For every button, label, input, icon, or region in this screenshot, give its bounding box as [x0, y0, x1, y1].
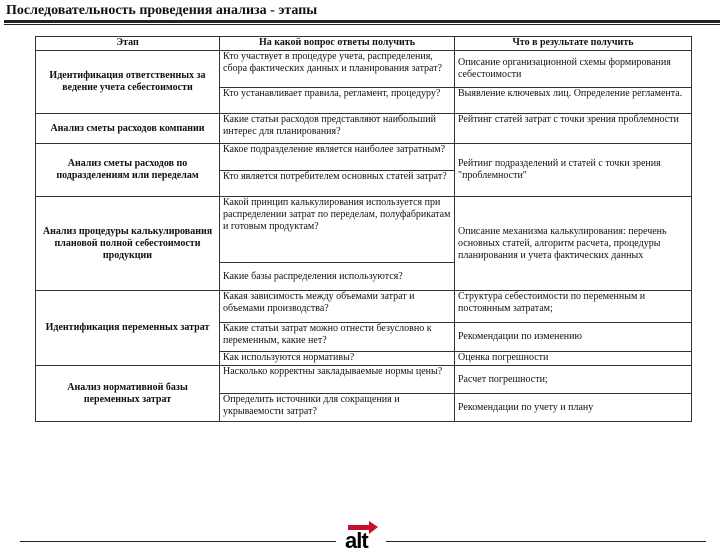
- header-question: На какой вопрос ответы получить: [220, 37, 455, 51]
- question-cell: Какое подразделение является наиболее затратным?: [220, 144, 455, 171]
- stage-cell: Анализ сметы расходов компании: [36, 114, 220, 144]
- footer-rule-left: [20, 541, 336, 542]
- table-row: [36, 366, 692, 394]
- question-cell: Кто участвует в процедуре учета, распределения, сбора фактических данных и планирования затрат?: [220, 51, 455, 88]
- stage-cell: Идентификация переменных затрат: [36, 291, 220, 366]
- table-row: [36, 114, 692, 144]
- table-row: [36, 51, 692, 88]
- result-cell: Выявление ключевых лиц. Определение регламента.: [455, 88, 692, 114]
- question-cell: Какой принцип калькулирования используется при распределении затрат по переделам, полуфабрикатам и готовым продуктам?: [220, 197, 455, 263]
- footer-rule-right: [386, 541, 706, 542]
- header-stage: Этап: [36, 37, 220, 51]
- table-row: [36, 144, 692, 171]
- title-underline: [4, 20, 720, 23]
- question-cell: Определить источники для сокращения и укрываемости затрат?: [220, 394, 455, 422]
- title-underline-thin: [4, 24, 720, 25]
- result-cell: Оценка погрешности: [455, 352, 692, 366]
- table-header-row: [36, 37, 692, 51]
- question-cell: Насколько корректны закладываемые нормы цены?: [220, 366, 455, 394]
- question-cell: Как используются нормативы?: [220, 352, 455, 366]
- question-cell: Какая зависимость между объемами затрат и объемами производства?: [220, 291, 455, 323]
- result-cell: Описание организационной схемы формирования себестоимости: [455, 51, 692, 88]
- result-cell: Рекомендации по изменению: [455, 323, 692, 352]
- page-title: Последовательность проведения анализа - этапы: [6, 3, 318, 18]
- result-cell: Описание механизма калькулирования: перечень основных статей, алгоритм расчета, процедуры планирования и учета фактических данных: [455, 197, 692, 291]
- stage-cell: Анализ нормативной базы переменных затрат: [36, 366, 220, 422]
- table-row: [36, 197, 692, 263]
- alt-logo: [344, 523, 378, 553]
- result-cell: Рейтинг статей затрат с точки зрения проблемности: [455, 114, 692, 144]
- table-row: [36, 291, 692, 323]
- result-cell: Рейтинг подразделений и статей с точки зрения "проблемности": [455, 144, 692, 197]
- logo-text: alt: [345, 528, 368, 553]
- stage-cell: Идентификация ответственных за ведение учета себестоимости: [36, 51, 220, 114]
- question-cell: Какие статьи затрат можно отнести безусловно к переменным, какие нет?: [220, 323, 455, 352]
- stage-cell: Анализ сметы расходов по подразделениям или переделам: [36, 144, 220, 197]
- stage-cell: Анализ процедуры калькулирования плановой полной себестоимости продукции: [36, 197, 220, 291]
- result-cell: Расчет погрешности;: [455, 366, 692, 394]
- result-cell: Структура себестоимости по переменным и постоянным затратам;: [455, 291, 692, 323]
- header-result: Что в результате получить: [455, 37, 692, 51]
- result-cell: Рекомендации по учету и плану: [455, 394, 692, 422]
- question-cell: Кто устанавливает правила, регламент, процедуру?: [220, 88, 455, 114]
- question-cell: Кто является потребителем основных статей затрат?: [220, 171, 455, 197]
- question-cell: Какие базы распределения используются?: [220, 263, 455, 291]
- analysis-stages-table: [35, 36, 692, 422]
- question-cell: Какие статьи расходов представляют наибольший интерес для планирования?: [220, 114, 455, 144]
